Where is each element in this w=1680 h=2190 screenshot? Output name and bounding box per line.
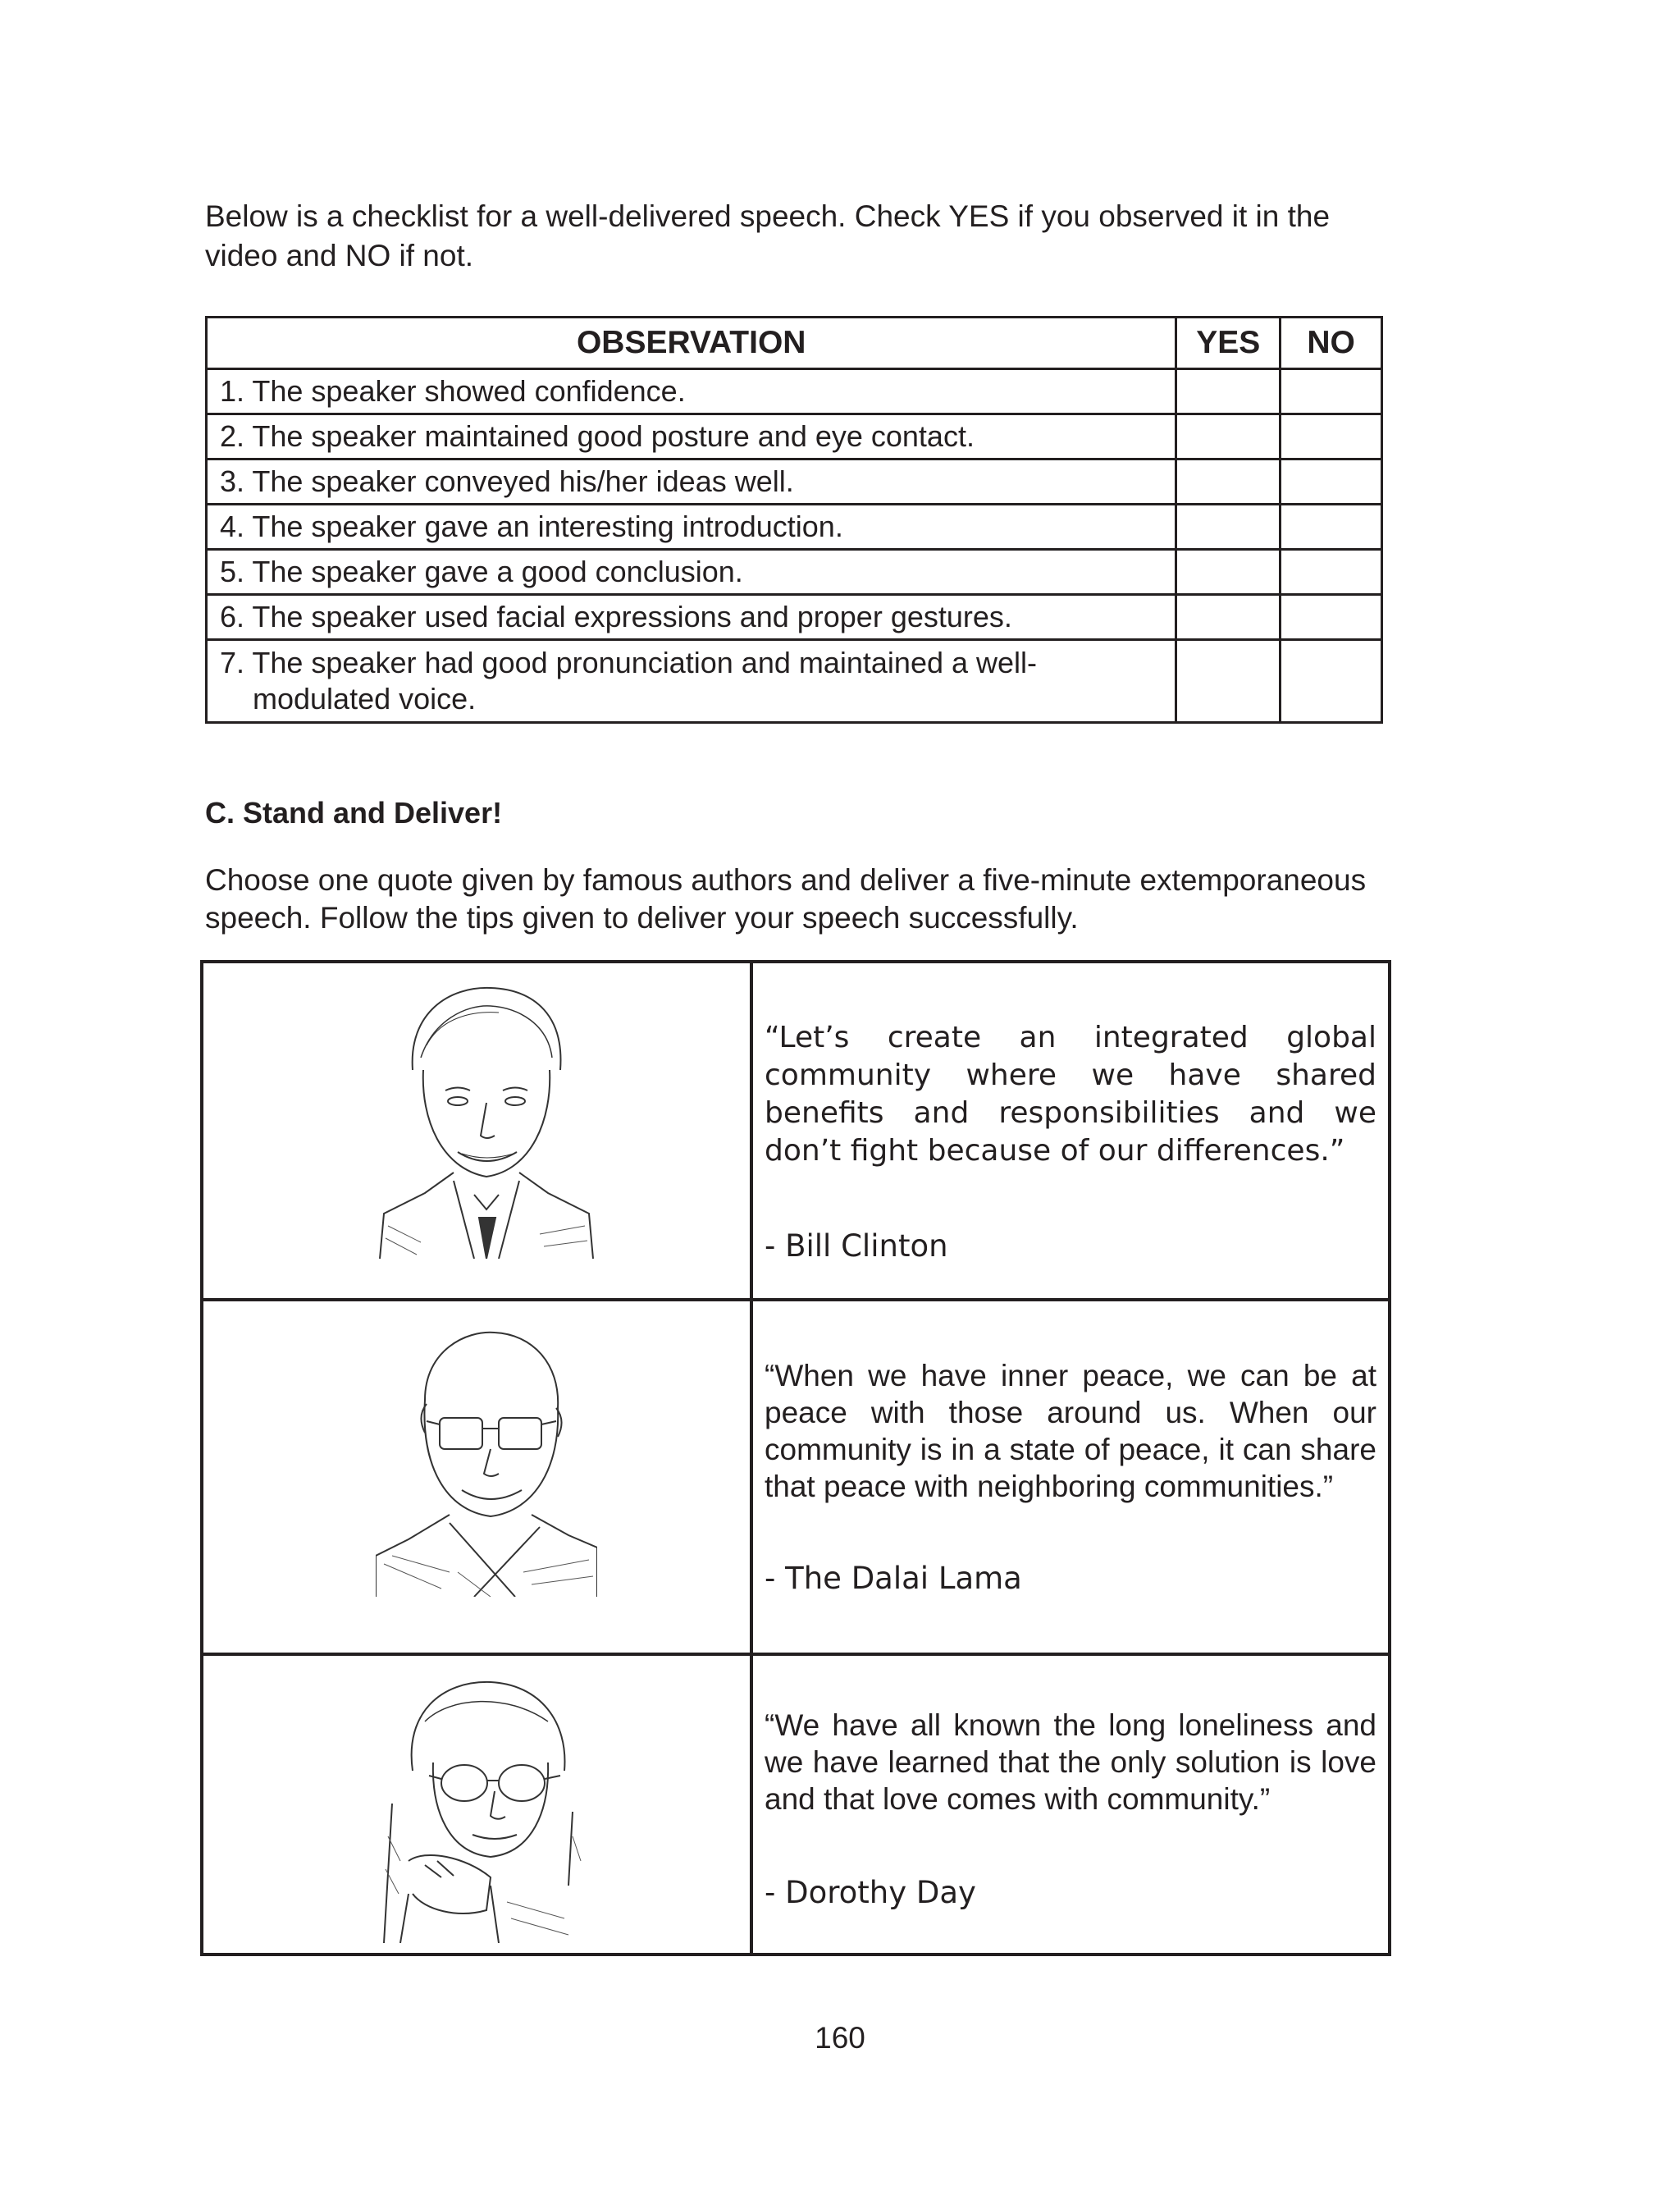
observation-item: 4. The speaker gave an interesting introduction. bbox=[207, 505, 1176, 550]
observation-item: 3. The speaker conveyed his/her ideas well. bbox=[207, 459, 1176, 505]
observation-item: 1. The speaker showed confidence. bbox=[207, 369, 1176, 414]
yes-checkbox-cell[interactable] bbox=[1176, 550, 1281, 595]
observation-item: 6. The speaker used facial expressions and proper gestures. bbox=[207, 595, 1176, 640]
observation-item-cell bbox=[207, 640, 1176, 723]
quote-author: - Bill Clinton bbox=[765, 1228, 948, 1264]
page-number: 160 bbox=[815, 2021, 865, 2055]
portrait-cell bbox=[202, 962, 751, 1300]
quote-cell bbox=[751, 1300, 1390, 1654]
yes-checkbox-cell[interactable] bbox=[1176, 369, 1281, 414]
checklist-row bbox=[207, 595, 1382, 640]
no-header: NO bbox=[1281, 318, 1382, 369]
observation-item: 2. The speaker maintained good posture and eye contact. bbox=[207, 414, 1176, 459]
quote-text: “We have all known the long loneliness and we have learned that the only solution is love and that love comes with community.” bbox=[765, 1708, 1376, 1816]
no-checkbox-cell[interactable] bbox=[1281, 640, 1382, 723]
quotes-table bbox=[200, 960, 1391, 1956]
quote-author: - The Dalai Lama bbox=[765, 1561, 1022, 1596]
section-instructions: Choose one quote given by famous authors and deliver a five-minute extemporaneous speech. Follow the tips given to deliver your speech successfully. bbox=[205, 863, 1367, 935]
yes-checkbox-cell[interactable] bbox=[1176, 640, 1281, 723]
yes-checkbox-cell[interactable] bbox=[1176, 459, 1281, 505]
quote-author: - Dorothy Day bbox=[765, 1875, 976, 1910]
no-checkbox-cell[interactable] bbox=[1281, 505, 1382, 550]
checklist-row bbox=[207, 550, 1382, 595]
checklist-row bbox=[207, 414, 1382, 459]
no-checkbox-cell[interactable] bbox=[1281, 550, 1382, 595]
quote-text: “When we have inner peace, we can be at peace with those around us. When our community is in a state of peace, it can share that peace with neighboring communities.” bbox=[765, 1359, 1376, 1503]
checklist-row bbox=[207, 459, 1382, 505]
checklist-row bbox=[207, 505, 1382, 550]
quote-cell bbox=[751, 962, 1390, 1300]
checklist-header-row bbox=[207, 318, 1382, 369]
quote-row bbox=[202, 962, 1390, 1300]
no-checkbox-cell[interactable] bbox=[1281, 369, 1382, 414]
dorothy-day-portrait-icon bbox=[376, 1672, 597, 1943]
checklist-row bbox=[207, 369, 1382, 414]
dalai-lama-portrait-icon bbox=[376, 1326, 597, 1597]
quote-row bbox=[202, 1300, 1390, 1654]
no-checkbox-cell[interactable] bbox=[1281, 595, 1382, 640]
observation-item: 5. The speaker gave a good conclusion. bbox=[207, 550, 1176, 595]
no-checkbox-cell[interactable] bbox=[1281, 459, 1382, 505]
observation-item: 7. The speaker had good pronunciation and maintained a well-modulated voice. bbox=[220, 646, 1038, 716]
checklist-row bbox=[207, 640, 1382, 723]
observation-checklist-table bbox=[205, 316, 1383, 724]
portrait-cell bbox=[202, 1654, 751, 1955]
no-checkbox-cell[interactable] bbox=[1281, 414, 1382, 459]
quote-cell bbox=[751, 1654, 1390, 1955]
bill-clinton-portrait-icon bbox=[376, 980, 597, 1259]
yes-header: YES bbox=[1176, 318, 1281, 369]
quote-row bbox=[202, 1654, 1390, 1955]
quote-text: “Let’s create an integrated global community where we have shared benefits and responsibilities and we don’t fight because of our differences.” bbox=[765, 1021, 1376, 1168]
portrait-cell bbox=[202, 1300, 751, 1654]
intro-text: Below is a checklist for a well-delivered speech. Check YES if you observed it in the video and NO if not. bbox=[205, 199, 1331, 272]
section-heading: C. Stand and Deliver! bbox=[205, 796, 503, 830]
yes-checkbox-cell[interactable] bbox=[1176, 414, 1281, 459]
observation-header: OBSERVATION bbox=[207, 318, 1176, 369]
yes-checkbox-cell[interactable] bbox=[1176, 505, 1281, 550]
yes-checkbox-cell[interactable] bbox=[1176, 595, 1281, 640]
